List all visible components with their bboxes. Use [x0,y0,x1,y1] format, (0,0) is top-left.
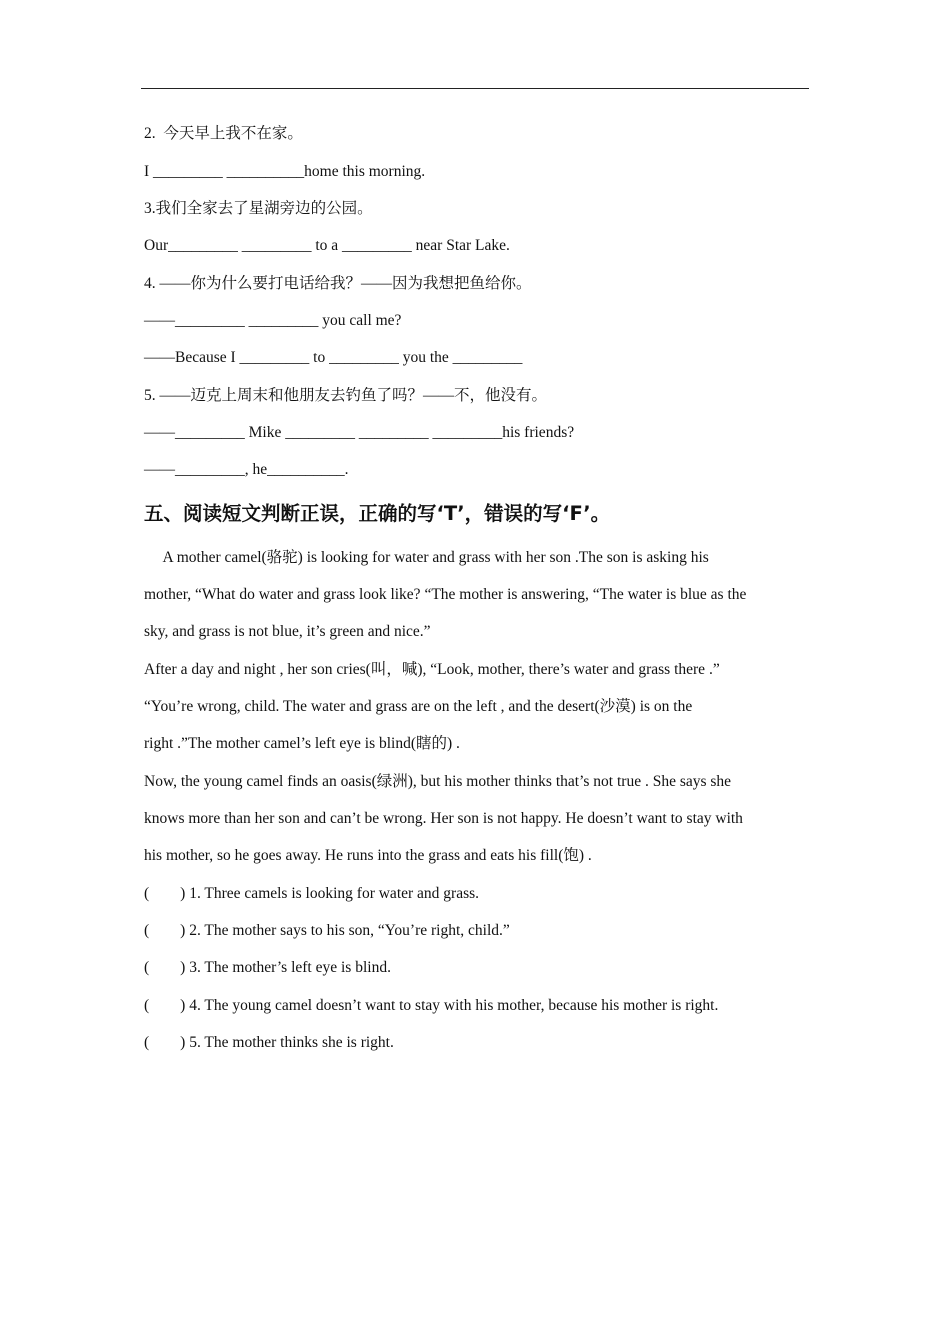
question-line: ( ) 1. Three camels is looking for water and grass. [144,885,480,902]
exercise-line: 5. ——迈克上周末和他朋友去钓鱼了吗？——不，他没有。 [144,387,548,404]
exercise-line: ——_________, he__________. [144,461,349,478]
passage-line: right .”The mother camel’s left eye is blind(瞎的) . [144,735,460,752]
exercise-line: 4. ——你为什么要打电话给我？——因为我想把鱼给你。 [144,275,532,292]
header-rule [141,88,809,89]
section-heading: 五、阅读短文判断正误，正确的写‘T’，错误的写‘F’。 [144,502,611,525]
exercise-line: 3.我们全家去了星湖旁边的公园。 [144,200,373,217]
passage-line: A mother camel(骆驼) is looking for water and grass with her son .The son is asking his [144,549,709,566]
question-line: ( ) 4. The young camel doesn’t want to stay with his mother, because his mother is right. [144,997,719,1014]
passage-line: Now, the young camel finds an oasis(绿洲), but his mother thinks that’s not true . She says she [144,773,732,790]
exercise-line: I _________ __________home this morning. [144,163,426,180]
exercise-line: ——_________ _________ you call me? [144,312,402,329]
passage-line: his mother, so he goes away. He runs into the grass and eats his fill(饱) . [144,847,592,864]
passage-line: knows more than her son and can’t be wrong. Her son is not happy. He doesn’t want to stay with [144,810,743,827]
passage-line: sky, and grass is not blue, it’s green and nice.” [144,623,431,640]
exercise-line: ——Because I _________ to _________ you the _________ [144,349,523,366]
passage-line: mother, “What do water and grass look like? “The mother is answering, “The water is blue as the [144,586,747,603]
exercise-line: Our_________ _________ to a _________ near Star Lake. [144,237,510,254]
exercise-line: 2. 今天早上我不在家。 [144,125,303,142]
passage-line: “You’re wrong, child. The water and grass are on the left , and the desert(沙漠) is on the [144,698,693,715]
passage-line: After a day and night , her son cries(叫，喊), “Look, mother, there’s water and grass there .” [144,661,720,678]
question-line: ( ) 2. The mother says to his son, “You’re right, child.” [144,922,510,939]
question-line: ( ) 5. The mother thinks she is right. [144,1034,394,1051]
exercise-line: ——_________ Mike _________ _________ _________his friends? [144,424,575,441]
question-line: ( ) 3. The mother’s left eye is blind. [144,959,391,976]
